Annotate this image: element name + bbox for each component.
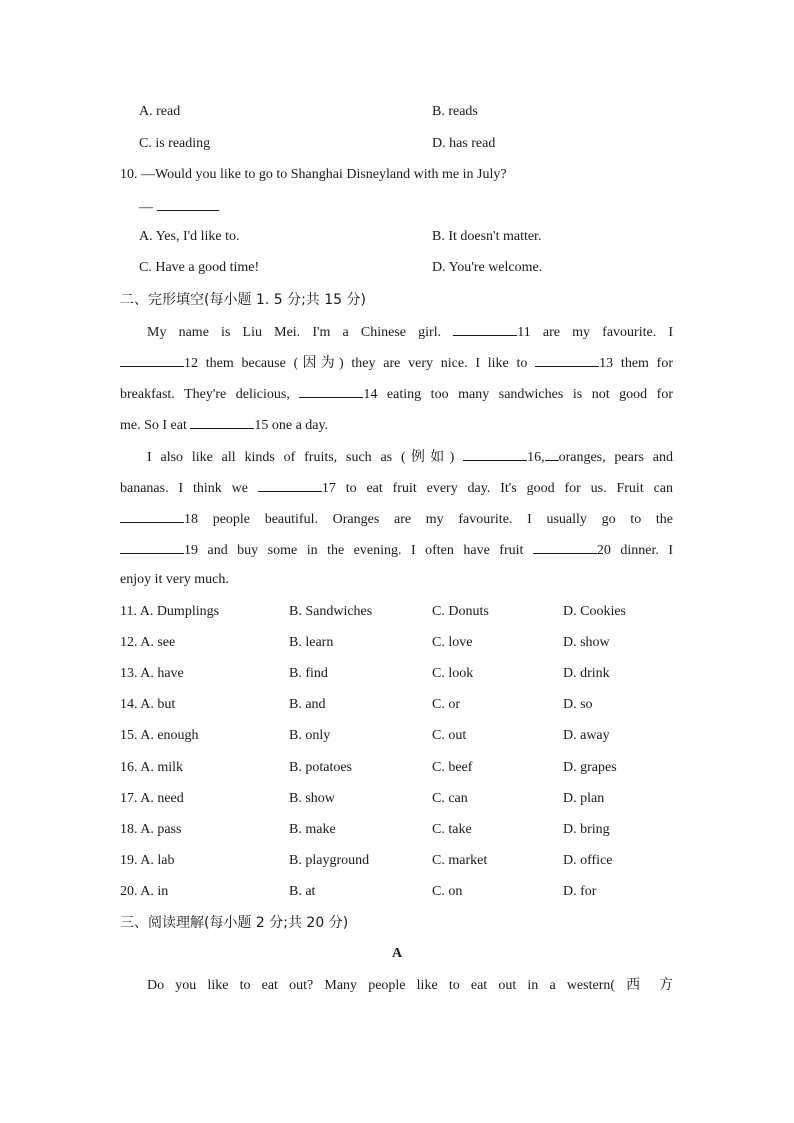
option-11-b: B. Sandwiches <box>289 604 373 619</box>
q9-option-d: D. has read <box>432 136 496 151</box>
blank-inline <box>545 447 559 461</box>
option-14-b: B. and <box>289 697 326 712</box>
option-14-c: C. or <box>432 697 460 712</box>
cloze-text: My name is Liu Mei. I'm a Chinese girl. <box>147 325 442 340</box>
option-20-b: B. at <box>289 884 316 899</box>
blank-12 <box>120 353 184 367</box>
option-16-d: D. grapes <box>563 760 617 775</box>
cloze-text: 18 people beautiful. Oranges are my favourite. I usually go to the <box>184 512 673 527</box>
option-13-a: 13. A. have <box>120 666 184 681</box>
option-19-d: D. office <box>563 853 613 868</box>
q10-question: 10. —Would you like to go to Shanghai Disneyland with me in July? <box>120 167 507 182</box>
blank-19 <box>120 540 184 554</box>
option-19-a: 19. A. lab <box>120 853 175 868</box>
section3-title: 三、阅读理解(每小题 2 分;共 20 分) <box>120 915 349 931</box>
option-18-c: C. take <box>432 822 472 837</box>
option-12-b: B. learn <box>289 635 334 650</box>
blank-14 <box>299 384 363 398</box>
option-20-d: D. for <box>563 884 597 899</box>
cloze-p1-line2 <box>120 353 673 373</box>
option-19-b: B. playground <box>289 853 370 868</box>
cloze-text: bananas. I think we <box>120 481 248 496</box>
option-16-c: C. beef <box>432 760 473 775</box>
option-13-b: B. find <box>289 666 328 681</box>
option-17-b: B. show <box>289 791 335 806</box>
option-19-c: C. market <box>432 853 488 868</box>
cloze-text: me. So I eat <box>120 418 187 433</box>
option-11-a: 11. A. Dumplings <box>120 604 220 619</box>
cloze-p2-line2 <box>120 478 673 498</box>
option-17-a: 17. A. need <box>120 791 184 806</box>
passage-label: A <box>391 946 403 961</box>
cloze-text: I also like all kinds of fruits, such as (例如) <box>147 450 455 465</box>
option-20-a: 20. A. in <box>120 884 169 899</box>
reading-passage-line1: Do you like to eat out? Many people like to eat out in a western( 西 方 <box>147 978 673 993</box>
cloze-text: 15 one a day. <box>254 418 329 433</box>
option-13-c: C. look <box>432 666 474 681</box>
option-15-d: D. away <box>563 728 610 743</box>
option-20-c: C. on <box>432 884 463 899</box>
q10-option-c: C. Have a good time! <box>139 260 260 275</box>
cloze-text: 20 dinner. I <box>596 543 673 558</box>
option-16-a: 16. A. milk <box>120 760 184 775</box>
option-18-d: D. bring <box>563 822 610 837</box>
option-15-c: C. out <box>432 728 467 743</box>
q9-option-c: C. is reading <box>139 136 211 151</box>
cloze-text: 12 them because (因为) they are very nice. I like to <box>184 356 528 371</box>
q10-answer-blank <box>157 197 219 211</box>
q10-answer-dash: — <box>139 200 153 215</box>
blank-16 <box>463 447 527 461</box>
cloze-p2-line3 <box>120 509 673 529</box>
option-12-a: 12. A. see <box>120 635 176 650</box>
option-14-d: D. so <box>563 697 593 712</box>
option-18-b: B. make <box>289 822 336 837</box>
cloze-text: 11 are my favourite. I <box>517 325 674 340</box>
cloze-text: oranges, pears and <box>558 450 674 465</box>
option-15-a: 15. A. enough <box>120 728 199 743</box>
cloze-text: breakfast. They're delicious, <box>120 387 290 402</box>
q10-option-a: A. Yes, I'd like to. <box>139 229 240 244</box>
option-18-a: 18. A. pass <box>120 822 182 837</box>
cloze-p2-line5: enjoy it very much. <box>120 572 229 587</box>
option-15-b: B. only <box>289 728 331 743</box>
q10-answer-line <box>139 197 219 217</box>
q10-option-d: D. You're welcome. <box>432 260 543 275</box>
option-11-c: C. Donuts <box>432 604 489 619</box>
option-16-b: B. potatoes <box>289 760 352 775</box>
option-17-d: D. plan <box>563 791 605 806</box>
cloze-text: 17 to eat fruit every day. It's good for us. Fruit can <box>321 481 674 496</box>
cloze-p2-line1 <box>147 447 673 467</box>
q10-option-b: B. It doesn't matter. <box>432 229 542 244</box>
option-17-c: C. can <box>432 791 468 806</box>
blank-13 <box>535 353 599 367</box>
blank-15 <box>190 415 254 429</box>
cloze-text: 16, <box>527 450 545 465</box>
cloze-text: 13 them for <box>599 356 674 371</box>
cloze-text: 19 and buy some in the evening. I often have fruit <box>184 543 524 558</box>
section2-title: 二、完形填空(每小题 1. 5 分;共 15 分) <box>120 292 366 308</box>
option-11-d: D. Cookies <box>563 604 626 619</box>
option-12-d: D. show <box>563 635 610 650</box>
option-13-d: D. drink <box>563 666 610 681</box>
blank-11 <box>453 322 517 336</box>
cloze-p1-line4 <box>120 415 328 435</box>
cloze-text: 14 eating too many sandwiches is not good for <box>363 387 673 402</box>
cloze-p1-line3 <box>120 384 673 404</box>
q9-option-a: A. read <box>139 104 181 119</box>
option-12-c: C. love <box>432 635 473 650</box>
q9-option-b: B. reads <box>432 104 478 119</box>
option-14-a: 14. A. but <box>120 697 176 712</box>
cloze-p2-line4 <box>120 540 673 560</box>
blank-18 <box>120 509 184 523</box>
blank-20 <box>533 540 597 554</box>
blank-17 <box>258 478 322 492</box>
cloze-p1-line1 <box>147 322 673 342</box>
